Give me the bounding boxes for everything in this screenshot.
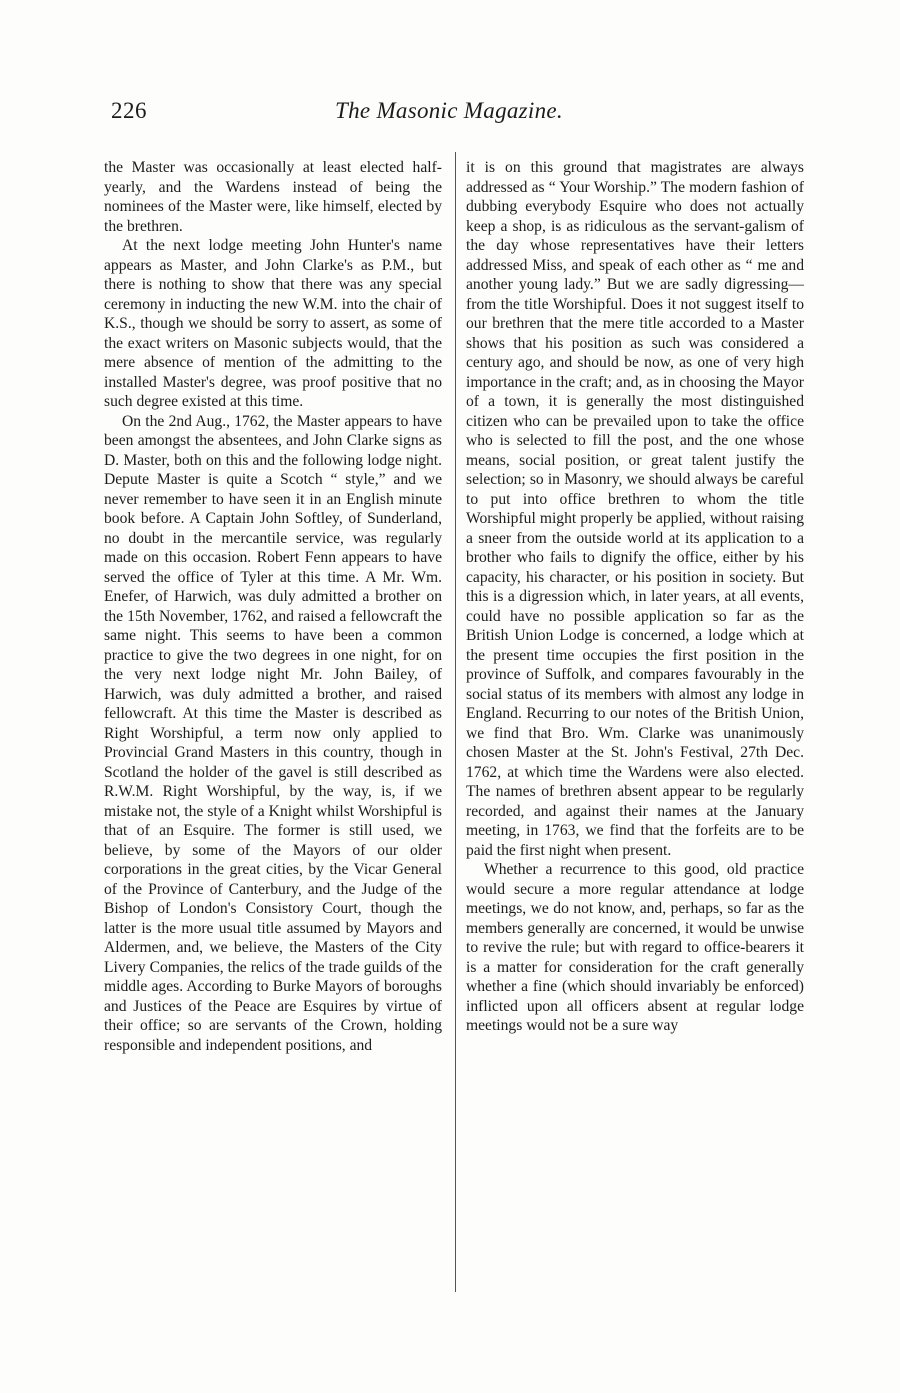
column-divider bbox=[455, 152, 456, 1292]
paragraph: Whether a recurrence to this good, old practice would secure a more regular attendance at lodge meetings, we do not know, and, perhaps, so far as the members generally are concerned, it would be unwise to revive the rule; but with regard to office-bearers it is a matter for consideration for the craft generally whether a fine (which should invariably be enforced) inflicted upon all officers absent at regular lodge meetings would not be a sure way bbox=[466, 861, 804, 1034]
left-column bbox=[104, 158, 442, 1055]
paragraph: At the next lodge meeting John Hunter's name appears as Master, and John Clarke's as P.M., but there is nothing to show that there was any special ceremony in inducting the new W.M. into the chair of K.S., though we should be sorry to assert, as some of the exact writers on Masonic subjects would, that the mere absence of mention of the admitting to the installed Master's degree, was proof positive that no such degree existed at this time. bbox=[104, 237, 442, 410]
magazine-title: The Masonic Magazine. bbox=[335, 98, 563, 123]
page-number: 226 bbox=[111, 98, 147, 123]
paragraph: the Master was occasionally at least elected half-yearly, and the Wardens instead of being the nominees of the Master were, like himself, elected by the brethren. bbox=[104, 159, 442, 235]
right-column bbox=[466, 158, 804, 1036]
paragraph: it is on this ground that magistrates are always addressed as “ Your Worship.” The modern fashion of dubbing everybody Esquire who does not actually keep a shop, is as ridiculous as the servant-galism of the day whose representatives have their letters addressed Miss, and speak of each other as “ me and another young lady.” But we are sadly digressing—from the title Worshipful. Does it not suggest itself to our brethren that the mere title accorded to a Master shows that his position as such was considered a century ago, and should be now, as one of very high importance in the craft; and, as in choosing the Mayor of a town, it is generally the most distinguished citizen who can be prevailed upon to take the office who is selected to fill the post, and the one whose means, social position, or great talent justify the selection; so in Masonry, we should always be careful to put into office brethren to whom the title Worshipful might properly be applied, without raising a sneer from the outside world at its application to a brother who fails to dignify the office, either by his capacity, his character, or his position in society. But this is a digression which, in later years, at all events, could have no possible application so far as the British Union Lodge is concerned, a lodge which at the present time occupies the first position in the province of Suffolk, and compares favourably in the social status of its members with almost any lodge in England. Recurring to our notes of the British Union, we find that Bro. Wm. Clarke was unanimously chosen Master at the St. John's Festival, 27th Dec. 1762, at which time the Wardens were also elected. The names of brethren absent appear to be regularly recorded, and against their names at the January meeting, in 1763, we find that the forfeits are to be paid the first night when present. bbox=[466, 159, 804, 859]
running-header bbox=[0, 98, 900, 134]
paragraph: On the 2nd Aug., 1762, the Master appears to have been amongst the absentees, and John Clarke signs as D. Master, both on this and the following lodge night. Depute Master is quite a Scotch “ style,” and we never remember to have seen it in an English minute book before. A Captain John Softley, of Sunderland, no doubt in the mercantile service, was regularly made on this occasion. Robert Fenn appears to have served the office of Tyler at this time. A Mr. Wm. Enefer, of Harwich, was duly admitted a brother on the 15th November, 1762, and raised a fellowcraft the same night. This seems to have been a common practice to give the two degrees in one night, for on the very next lodge night Mr. John Bailey, of Harwich, was duly admitted a brother, and raised fellowcraft. At this time the Master is described as Right Worshipful, a term now only applied to Provincial Grand Masters in this country, though in Scotland the holder of the gavel is still described as R.W.M. Right Worshipful, by the way, is, if we mistake not, the style of a Knight whilst Worshipful is that of an Esquire. The former is still used, we believe, by some of the Mayors of our older corporations in the great cities, by the Vicar General of the Province of Canterbury, and the Judge of the Bishop of London's Consistory Court, though the latter is the more usual title assumed by Mayors and Aldermen, and, we believe, the Masters of the City Livery Companies, the relics of the trade guilds of the middle ages. According to Burke Mayors of boroughs and Justices of the Peace are Esquires by virtue of their office; so are servants of the Crown, holding responsible and independent positions, and bbox=[104, 412, 442, 1054]
